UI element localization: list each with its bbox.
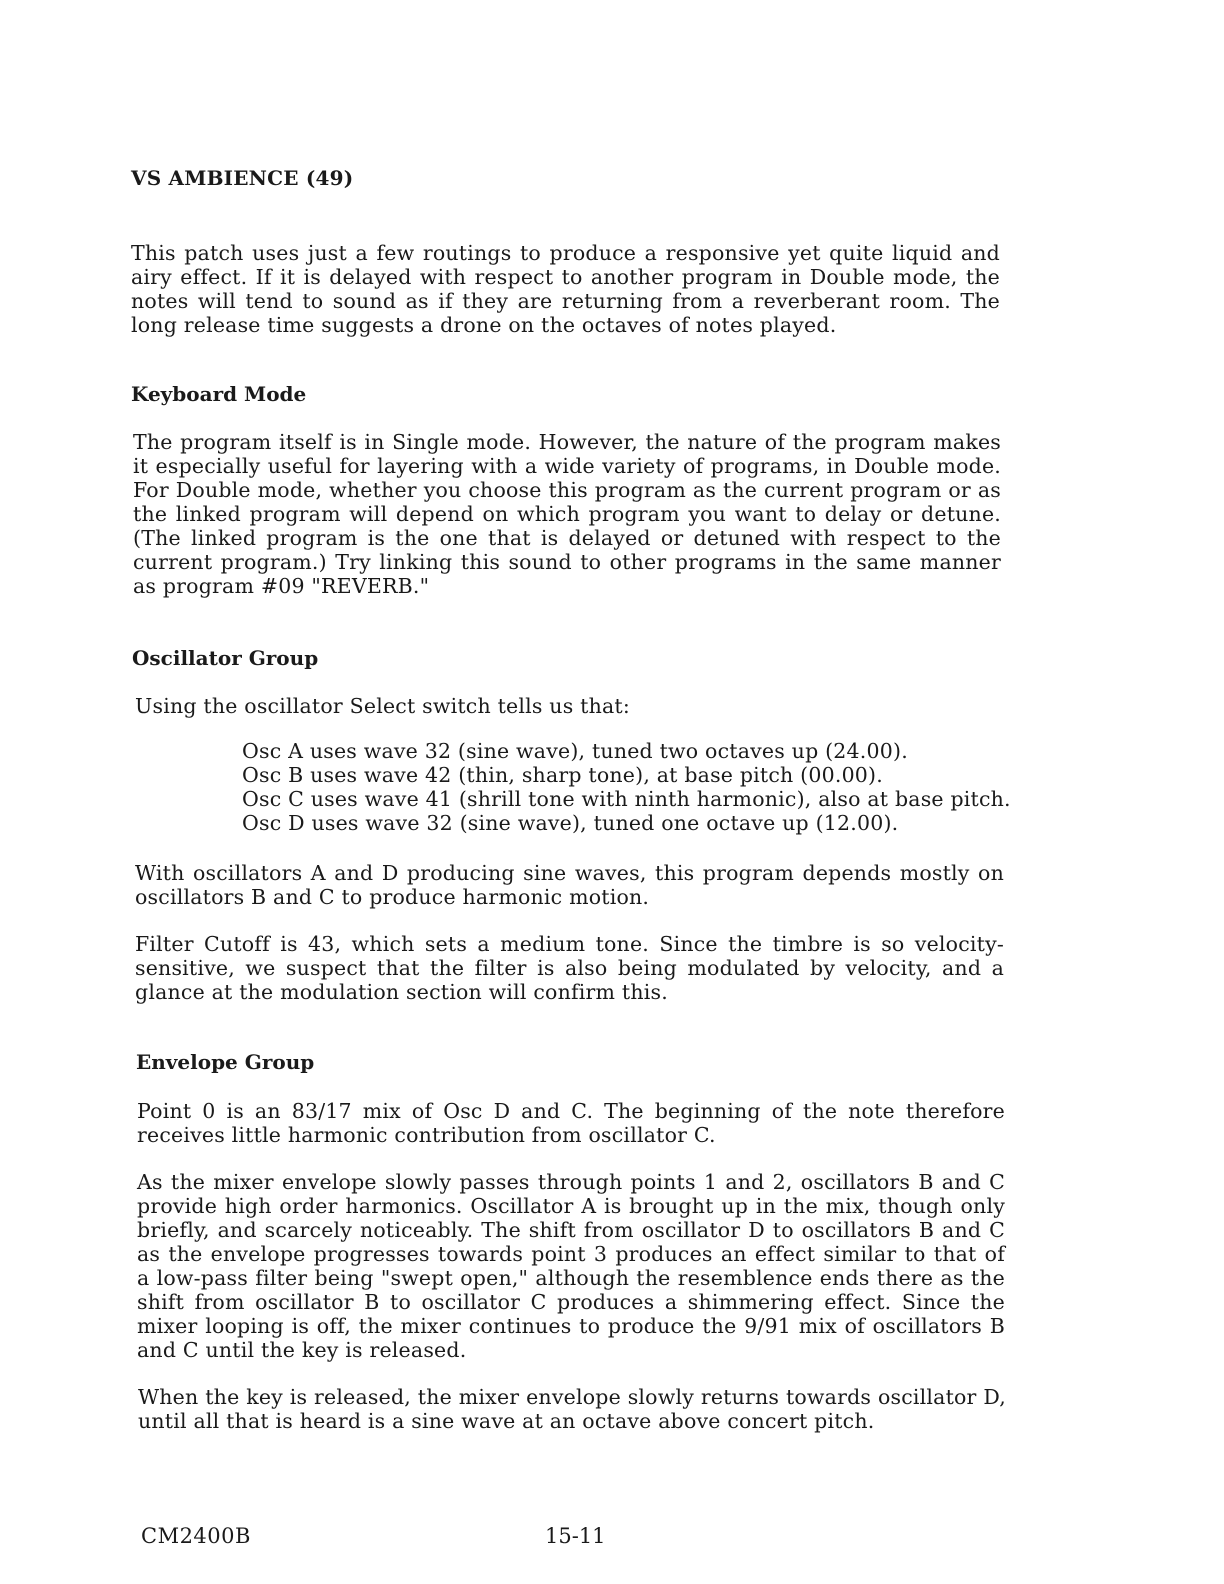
envelope-group-heading: Envelope Group	[136, 1050, 315, 1074]
list-item: Osc B uses wave 42 (thin, sharp tone), at base pitch (00.00).	[242, 763, 883, 787]
keyboard-mode-paragraph: The program itself is in Single mode. However, the nature of the program makes it especially useful for layering with a wide variety of programs, in Double mode. For Double mode, whether you choose this program as the current program or as the linked program will depend on which program you want to delay or detune. (The linked program is the one that is delayed or detuned with respect to the current program.) Try linking this sound to other programs in the same manner as program #09 "REVERB."	[133, 430, 1001, 598]
envelope-paragraph-3: When the key is released, the mixer envelope slowly returns towards oscillator D, until all that is heard is a sine wave at an octave above concert pitch.	[138, 1385, 1006, 1433]
list-item: Osc C uses wave 41 (shrill tone with ninth harmonic), also at base pitch.	[242, 787, 1011, 811]
keyboard-mode-heading: Keyboard Mode	[131, 382, 307, 406]
oscillator-group-lead: Using the oscillator Select switch tells us that:	[135, 694, 630, 718]
list-item: Osc A uses wave 32 (sine wave), tuned two octaves up (24.00).	[242, 739, 908, 763]
page-number: 15-11	[545, 1524, 606, 1548]
oscillator-paragraph-1: With oscillators A and D producing sine waves, this program depends mostly on oscillators B and C to produce harmonic motion.	[135, 861, 1004, 909]
oscillator-group-heading: Oscillator Group	[132, 646, 319, 670]
list-item: Osc D uses wave 32 (sine wave), tuned one octave up (12.00).	[242, 811, 899, 835]
intro-paragraph: This patch uses just a few routings to produce a responsive yet quite liquid and airy effect. If it is delayed with respect to another program in Double mode, the notes will tend to sound as if they are returning from a reverberant room. The long release time suggests a drone on the octaves of notes played.	[131, 241, 1000, 337]
oscillator-paragraph-2: Filter Cutoff is 43, which sets a medium tone. Since the timbre is so velocity-sensitive, we suspect that the filter is also being modulated by velocity, and a glance at the modulation section will confirm this.	[135, 932, 1004, 1004]
envelope-paragraph-1: Point 0 is an 83/17 mix of Osc D and C. The beginning of the note therefore receives little harmonic contribution from oscillator C.	[137, 1099, 1005, 1147]
oscillator-list	[242, 739, 1011, 835]
page-title: VS AMBIENCE (49)	[131, 166, 354, 190]
envelope-paragraph-2: As the mixer envelope slowly passes through points 1 and 2, oscillators B and C provide high order harmonics. Oscillator A is brought up in the mix, though only briefly, and scarcely noticeably. The shift from oscillator D to oscillators B and C as the envelope progresses towards point 3 produces an effect similar to that of a low-pass filter being "swept open," although the resemblence ends there as the shift from oscillator B to oscillator C produces a shimmering effect. Since the mixer looping is off, the mixer continues to produce the 9/91 mix of oscillators B and C until the key is released.	[137, 1170, 1005, 1362]
document-code: CM2400B	[141, 1524, 251, 1548]
